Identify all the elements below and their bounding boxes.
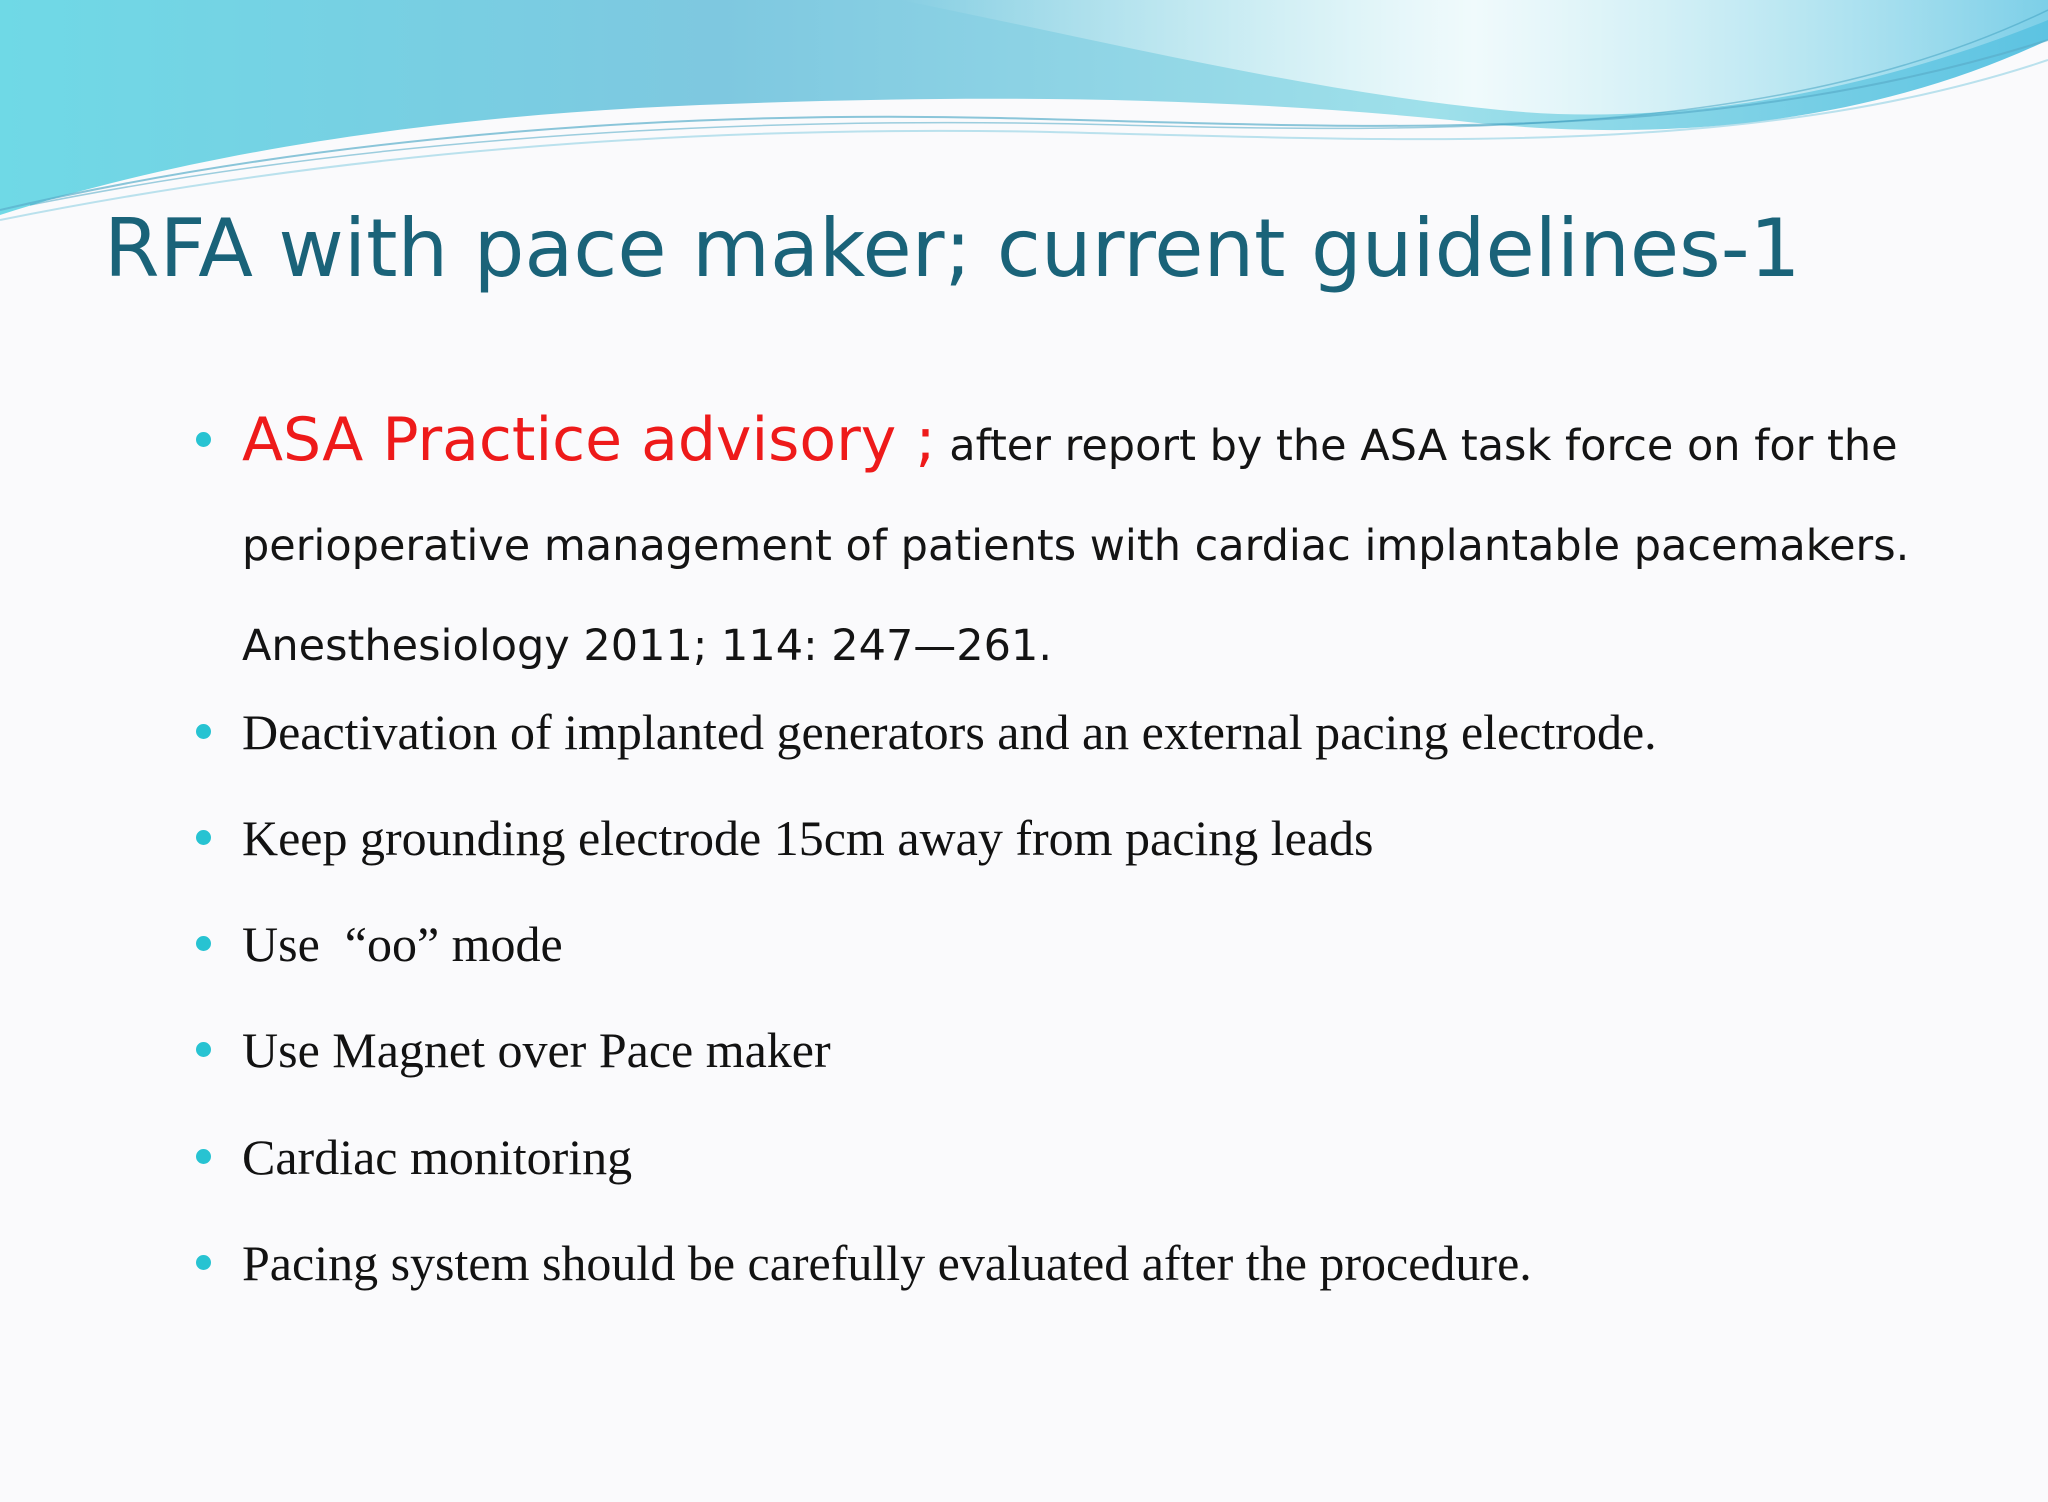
list-item xyxy=(242,808,1374,868)
asa-advisory-text: after report by the ASA task force on for the perioperative management of patients with cardiac implantable pacemakers. Anesthesiology 2011; 114: 247—261. xyxy=(242,421,1910,671)
bullet-dot-icon xyxy=(196,1042,211,1057)
asa-advisory-heading: ASA Practice advisory ; xyxy=(242,405,936,475)
bullet-dot-icon xyxy=(196,724,211,739)
list-item xyxy=(242,1127,632,1187)
list-item xyxy=(242,1020,831,1080)
bullet-dot-icon xyxy=(196,1149,211,1164)
bullet-dot-icon xyxy=(196,936,211,951)
list-item-text: Keep grounding electrode 15cm away from pacing leads xyxy=(242,810,1374,866)
slide-title: RFA with pace maker; current guidelines-1 xyxy=(104,202,1801,295)
list-item-text: Pacing system should be carefully evaluated after the procedure. xyxy=(242,1235,1532,1291)
list-item-text: Deactivation of implanted generators and an external pacing electrode. xyxy=(242,704,1657,760)
list-item-text: Use Magnet over Pace maker xyxy=(242,1022,831,1078)
list-item-text: Use “oo” mode xyxy=(242,916,563,972)
bullet-dot-icon xyxy=(196,432,211,447)
list-item xyxy=(242,702,1657,762)
bullet-dot-icon xyxy=(196,830,211,845)
bullet-dot-icon xyxy=(196,1255,211,1270)
list-item-asa-advisory xyxy=(242,390,1922,696)
list-item xyxy=(242,914,563,974)
list-item-text: Cardiac monitoring xyxy=(242,1129,633,1185)
list-item xyxy=(242,1233,1532,1293)
